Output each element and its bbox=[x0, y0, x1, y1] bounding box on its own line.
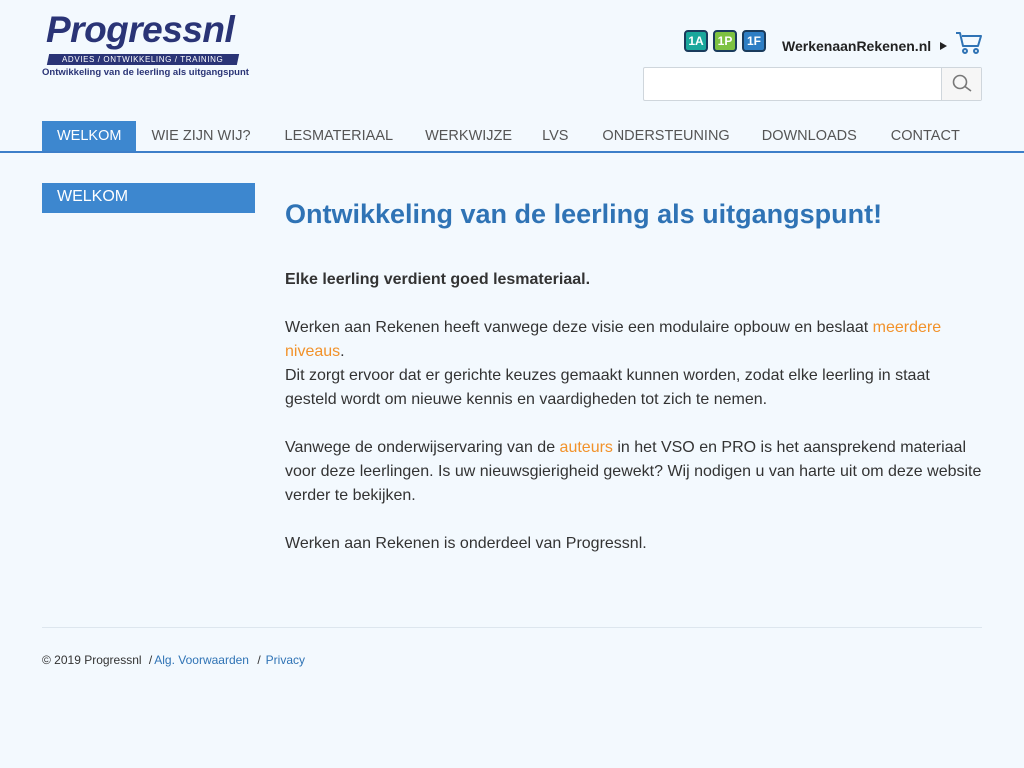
level-badge-1a[interactable]: 1A bbox=[684, 30, 708, 52]
footer-link-voorwaarden[interactable]: Alg. Voorwaarden bbox=[154, 653, 249, 667]
search-icon bbox=[951, 74, 973, 94]
paragraph-3: Werken aan Rekenen is onderdeel van Progressnl. bbox=[285, 535, 647, 552]
logo[interactable] bbox=[42, 8, 252, 78]
main-nav bbox=[0, 121, 1024, 153]
paragraph-2 bbox=[285, 436, 985, 508]
lead-text: Elke leerling verdient goed lesmateriaal. bbox=[285, 271, 591, 288]
nav-item-wie-zijn-wij[interactable]: WIE ZIJN WIJ? bbox=[151, 128, 251, 144]
main-content bbox=[285, 198, 985, 556]
paragraph-2-rest: in het VSO en PRO is het aansprekend materiaal voor deze leerlingen. Is uw nieuwsgierigheid gewekt? Wij nodigen u van harte uit om deze website verder te bekijken. bbox=[285, 439, 982, 504]
nav-item-ondersteuning[interactable]: ONDERSTEUNING bbox=[602, 128, 730, 144]
play-arrow-icon[interactable] bbox=[940, 42, 947, 50]
search-button[interactable] bbox=[941, 68, 981, 100]
nav-item-contact[interactable]: CONTACT bbox=[890, 128, 960, 144]
paragraph-1-text: Werken aan Rekenen heeft vanwege deze visie een modulaire opbouw en beslaat bbox=[285, 319, 873, 336]
nav-item-lesmateriaal[interactable]: LESMATERIAAL bbox=[284, 128, 394, 144]
footer-link-privacy[interactable]: Privacy bbox=[265, 653, 306, 667]
nav-item-welkom[interactable]: WELKOM bbox=[42, 121, 136, 151]
paragraph-2-text: Vanwege de onderwijservaring van de bbox=[285, 439, 560, 456]
logo-tagline: Ontwikkeling van de leerling als uitgangspunt bbox=[42, 67, 249, 78]
werken-aan-rekenen-link[interactable]: WerkenaanRekenen.nl bbox=[782, 38, 932, 54]
nav-item-lvs[interactable]: LVS bbox=[542, 128, 569, 144]
cart-icon[interactable] bbox=[955, 30, 983, 56]
level-badge-1p[interactable]: 1P bbox=[713, 30, 737, 52]
copyright: © 2019 Progressnl bbox=[42, 653, 142, 667]
search-box bbox=[643, 67, 982, 101]
logo-band: ADVIES / ONTWIKKELING / TRAINING bbox=[47, 54, 239, 65]
level-badges bbox=[684, 30, 766, 52]
auteurs-link[interactable]: auteurs bbox=[559, 439, 613, 456]
paragraph-1 bbox=[285, 316, 985, 412]
page-title: Ontwikkeling van de leerling als uitgangspunt! bbox=[285, 199, 883, 229]
paragraph-1-end: . bbox=[340, 343, 345, 360]
logo-wordmark: Progressnl bbox=[46, 9, 235, 50]
search-input[interactable] bbox=[644, 68, 941, 100]
footer-divider bbox=[42, 627, 982, 628]
nav-item-downloads[interactable]: DOWNLOADS bbox=[761, 128, 857, 144]
nav-item-werkwijze[interactable]: WERKWIJZE bbox=[425, 128, 513, 144]
level-badge-1f[interactable]: 1F bbox=[742, 30, 766, 52]
paragraph-1-line2: Dit zorgt ervoor dat er gerichte keuzes gemaakt kunnen worden, zodat elke leerling in staat gesteld wordt om nieuwe kennis en vaardigheden tot zich te nemen. bbox=[285, 367, 930, 408]
meerdere-niveaus-link[interactable]: meerdere niveaus bbox=[285, 319, 942, 360]
sidebar-title: WELKOM bbox=[42, 183, 255, 213]
footer: © 2019 Progressnl / Alg. Voorwaarden / Privacy bbox=[42, 653, 306, 667]
